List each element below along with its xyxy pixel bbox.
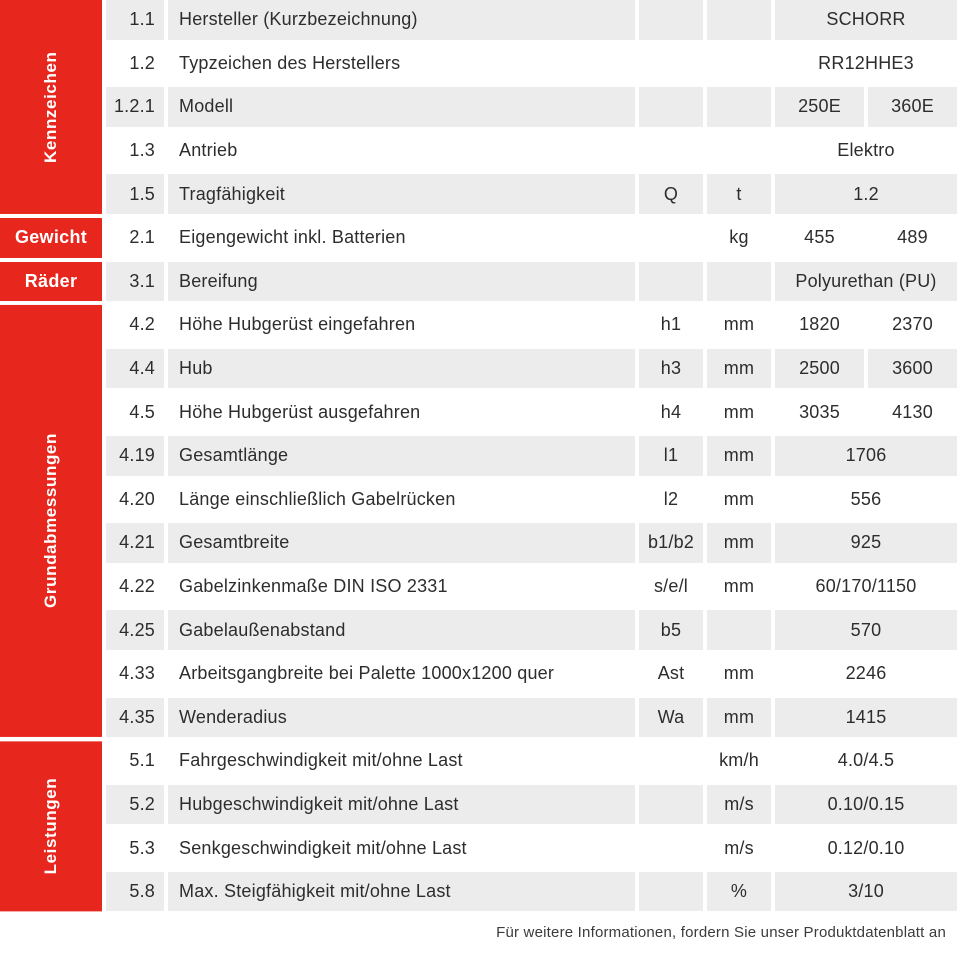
- row-value: Elektro: [775, 131, 957, 171]
- row-unit: m/s: [707, 828, 771, 868]
- row-value-model-250e: 3035: [775, 392, 864, 432]
- row-symbol: [639, 741, 703, 781]
- row-value: Polyurethan (PU): [775, 262, 957, 302]
- row-value: 0.12/0.10: [775, 828, 957, 868]
- row-value: 60/170/1150: [775, 567, 957, 607]
- row-symbol: h3: [639, 349, 703, 389]
- row-unit: [707, 44, 771, 84]
- row-symbol: h4: [639, 392, 703, 432]
- row-value-model-360e: 4130: [868, 392, 957, 432]
- row-unit: mm: [707, 567, 771, 607]
- row-value-model-250e: 250E: [775, 87, 864, 127]
- row-symbol: Wa: [639, 698, 703, 738]
- row-number: 3.1: [106, 262, 164, 302]
- row-value: 1.2: [775, 174, 957, 214]
- row-value: 4.0/4.5: [775, 741, 957, 781]
- row-number: 2.1: [106, 218, 164, 258]
- row-description: Hubgeschwindigkeit mit/ohne Last: [168, 785, 635, 825]
- row-symbol: [639, 87, 703, 127]
- row-description: Länge einschließlich Gabelrücken: [168, 480, 635, 520]
- row-description: Gabelzinkenmaße DIN ISO 2331: [168, 567, 635, 607]
- row-unit: [707, 610, 771, 650]
- row-symbol: [639, 262, 703, 302]
- row-description: Gabelaußenabstand: [168, 610, 635, 650]
- footer-note: Für weitere Informationen, fordern Sie unser Produktdatenblatt an: [496, 924, 946, 942]
- row-description: Senkgeschwindigkeit mit/ohne Last: [168, 828, 635, 868]
- row-symbol: Q: [639, 174, 703, 214]
- section-label-r-der: Räder: [0, 262, 102, 302]
- row-description: Gesamtbreite: [168, 523, 635, 563]
- row-value-model-360e: 3600: [868, 349, 957, 389]
- row-description: Max. Steigfähigkeit mit/ohne Last: [168, 872, 635, 912]
- section-label-kennzeichen: Kennzeichen: [0, 0, 102, 214]
- row-number: 1.3: [106, 131, 164, 171]
- row-value-model-360e: 2370: [868, 305, 957, 345]
- row-number: 5.8: [106, 872, 164, 912]
- row-value: 3/10: [775, 872, 957, 912]
- row-symbol: [639, 785, 703, 825]
- row-description: Eigengewicht inkl. Batterien: [168, 218, 635, 258]
- row-unit: mm: [707, 392, 771, 432]
- row-value: 0.10/0.15: [775, 785, 957, 825]
- row-number: 5.2: [106, 785, 164, 825]
- row-unit: mm: [707, 698, 771, 738]
- row-symbol: l1: [639, 436, 703, 476]
- row-symbol: [639, 0, 703, 40]
- row-symbol: [639, 44, 703, 84]
- row-value-model-360e: 360E: [868, 87, 957, 127]
- row-description: Hersteller (Kurzbezeichnung): [168, 0, 635, 40]
- row-symbol: [639, 131, 703, 171]
- row-symbol: [639, 828, 703, 868]
- row-value: 556: [775, 480, 957, 520]
- row-symbol: [639, 218, 703, 258]
- row-unit: mm: [707, 349, 771, 389]
- row-description: Arbeitsgangbreite bei Palette 1000x1200 quer: [168, 654, 635, 694]
- row-number: 4.21: [106, 523, 164, 563]
- row-description: Antrieb: [168, 131, 635, 171]
- row-number: 4.20: [106, 480, 164, 520]
- row-number: 4.33: [106, 654, 164, 694]
- row-description: Tragfähigkeit: [168, 174, 635, 214]
- section-label-gewicht: Gewicht: [0, 218, 102, 258]
- row-number: 5.3: [106, 828, 164, 868]
- row-unit: %: [707, 872, 771, 912]
- row-description: Höhe Hubgerüst eingefahren: [168, 305, 635, 345]
- row-unit: mm: [707, 480, 771, 520]
- row-unit: mm: [707, 305, 771, 345]
- section-label-leistungen: Leistungen: [0, 741, 102, 911]
- row-number: 4.22: [106, 567, 164, 607]
- row-symbol: s/e/l: [639, 567, 703, 607]
- row-description: Hub: [168, 349, 635, 389]
- row-symbol: [639, 872, 703, 912]
- row-value-model-250e: 2500: [775, 349, 864, 389]
- row-unit: mm: [707, 654, 771, 694]
- row-value: SCHORR: [775, 0, 957, 40]
- row-number: 4.4: [106, 349, 164, 389]
- row-number: 4.19: [106, 436, 164, 476]
- row-value: 925: [775, 523, 957, 563]
- row-value-model-250e: 455: [775, 218, 864, 258]
- row-symbol: l2: [639, 480, 703, 520]
- row-value: 1706: [775, 436, 957, 476]
- section-label-grundabmessungen: Grundabmessungen: [0, 305, 102, 737]
- row-unit: [707, 262, 771, 302]
- row-unit: [707, 0, 771, 40]
- row-unit: kg: [707, 218, 771, 258]
- row-description: Höhe Hubgerüst ausgefahren: [168, 392, 635, 432]
- row-unit: km/h: [707, 741, 771, 781]
- row-description: Gesamtlänge: [168, 436, 635, 476]
- row-unit: t: [707, 174, 771, 214]
- row-value: 1415: [775, 698, 957, 738]
- row-number: 1.2.1: [106, 87, 164, 127]
- row-description: Typzeichen des Herstellers: [168, 44, 635, 84]
- row-value-model-250e: 1820: [775, 305, 864, 345]
- row-value: 2246: [775, 654, 957, 694]
- row-value: RR12HHE3: [775, 44, 957, 84]
- row-number: 4.35: [106, 698, 164, 738]
- row-number: 4.25: [106, 610, 164, 650]
- row-description: Bereifung: [168, 262, 635, 302]
- row-number: 5.1: [106, 741, 164, 781]
- row-unit: mm: [707, 523, 771, 563]
- row-number: 1.5: [106, 174, 164, 214]
- row-unit: [707, 87, 771, 127]
- row-number: 4.2: [106, 305, 164, 345]
- row-symbol: Ast: [639, 654, 703, 694]
- row-symbol: b5: [639, 610, 703, 650]
- row-value-model-360e: 489: [868, 218, 957, 258]
- row-unit: m/s: [707, 785, 771, 825]
- row-symbol: b1/b2: [639, 523, 703, 563]
- row-description: Wenderadius: [168, 698, 635, 738]
- row-description: Fahrgeschwindigkeit mit/ohne Last: [168, 741, 635, 781]
- row-unit: mm: [707, 436, 771, 476]
- row-unit: [707, 131, 771, 171]
- row-symbol: h1: [639, 305, 703, 345]
- row-number: 4.5: [106, 392, 164, 432]
- row-number: 1.1: [106, 0, 164, 40]
- row-description: Modell: [168, 87, 635, 127]
- row-value: 570: [775, 610, 957, 650]
- row-number: 1.2: [106, 44, 164, 84]
